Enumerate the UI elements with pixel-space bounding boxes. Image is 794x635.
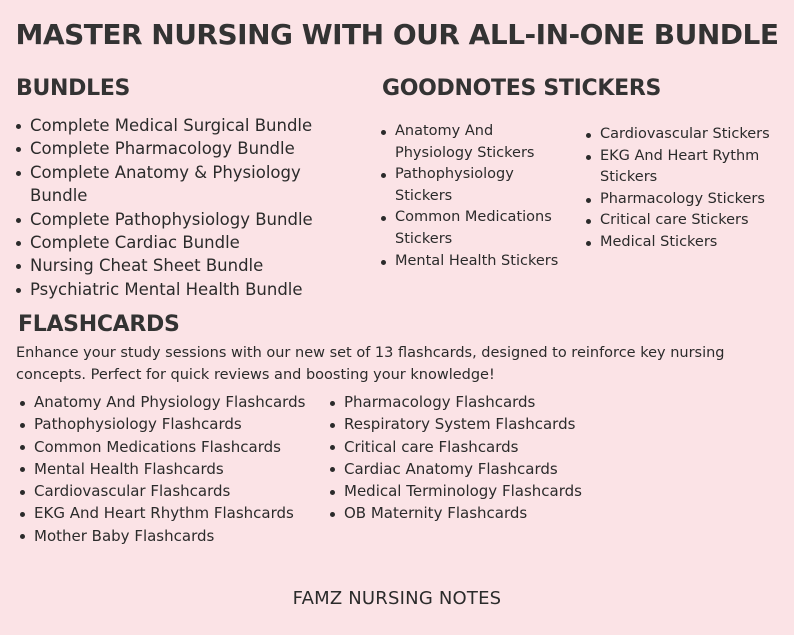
list-item: Mental Health Flashcards	[20, 458, 320, 480]
list-item: Complete Anatomy & Physiology Bundle	[16, 161, 356, 208]
list-item: Cardiovascular Stickers	[586, 124, 776, 146]
list-item: Pathophysiology Flashcards	[20, 413, 320, 435]
list-item: Anatomy And Physiology Stickers	[381, 121, 559, 164]
list-item: Complete Cardiac Bundle	[16, 231, 356, 254]
list-item: Complete Pathophysiology Bundle	[16, 208, 356, 231]
flashcards-heading: FLASHCARDS	[18, 312, 180, 337]
bundles-list	[16, 114, 356, 301]
flashcards-intro: Enhance your study sessions with our new set of 13 flashcards, designed to reinforce key nursing concepts. Perfect for quick reviews and boosting your knowledge!	[16, 345, 725, 383]
bundles-heading: BUNDLES	[16, 76, 131, 101]
list-item: Cardiovascular Flashcards	[20, 480, 320, 502]
flashcards-list-left	[20, 391, 320, 547]
list-item: Common Medications Flashcards	[20, 436, 320, 458]
list-item: OB Maternity Flashcards	[330, 502, 590, 524]
list-item: Psychiatric Mental Health Bundle	[16, 278, 356, 301]
list-item: Critical care Stickers	[586, 210, 776, 232]
stickers-heading: GOODNOTES STICKERS	[382, 76, 662, 101]
list-item: Medical Terminology Flashcards	[330, 480, 590, 502]
list-item: Complete Medical Surgical Bundle	[16, 114, 356, 137]
stickers-list-left	[381, 121, 559, 272]
list-item: Pathophysiology Stickers	[381, 164, 559, 207]
list-item: Critical care Flashcards	[330, 436, 590, 458]
list-item: Nursing Cheat Sheet Bundle	[16, 254, 356, 277]
list-item: Mother Baby Flashcards	[20, 525, 320, 547]
list-item: Anatomy And Physiology Flashcards	[20, 391, 320, 413]
list-item: Complete Pharmacology Bundle	[16, 137, 356, 160]
list-item: Medical Stickers	[586, 232, 776, 254]
list-item: Pharmacology Flashcards	[330, 391, 590, 413]
list-item: Pharmacology Stickers	[586, 189, 776, 211]
flashcards-list-right	[330, 391, 590, 525]
list-item: EKG And Heart Rythm Stickers	[586, 146, 776, 189]
list-item: Cardiac Anatomy Flashcards	[330, 458, 590, 480]
footer-brand: FAMZ NURSING NOTES	[292, 588, 502, 609]
list-item: Common Medications Stickers	[381, 207, 559, 250]
list-item: EKG And Heart Rhythm Flashcards	[20, 502, 320, 524]
list-item: Respiratory System Flashcards	[330, 413, 590, 435]
page-title: MASTER NURSING WITH OUR ALL-IN-ONE BUNDLE	[15, 18, 779, 51]
list-item: Mental Health Stickers	[381, 251, 559, 273]
stickers-list-right	[586, 124, 776, 254]
